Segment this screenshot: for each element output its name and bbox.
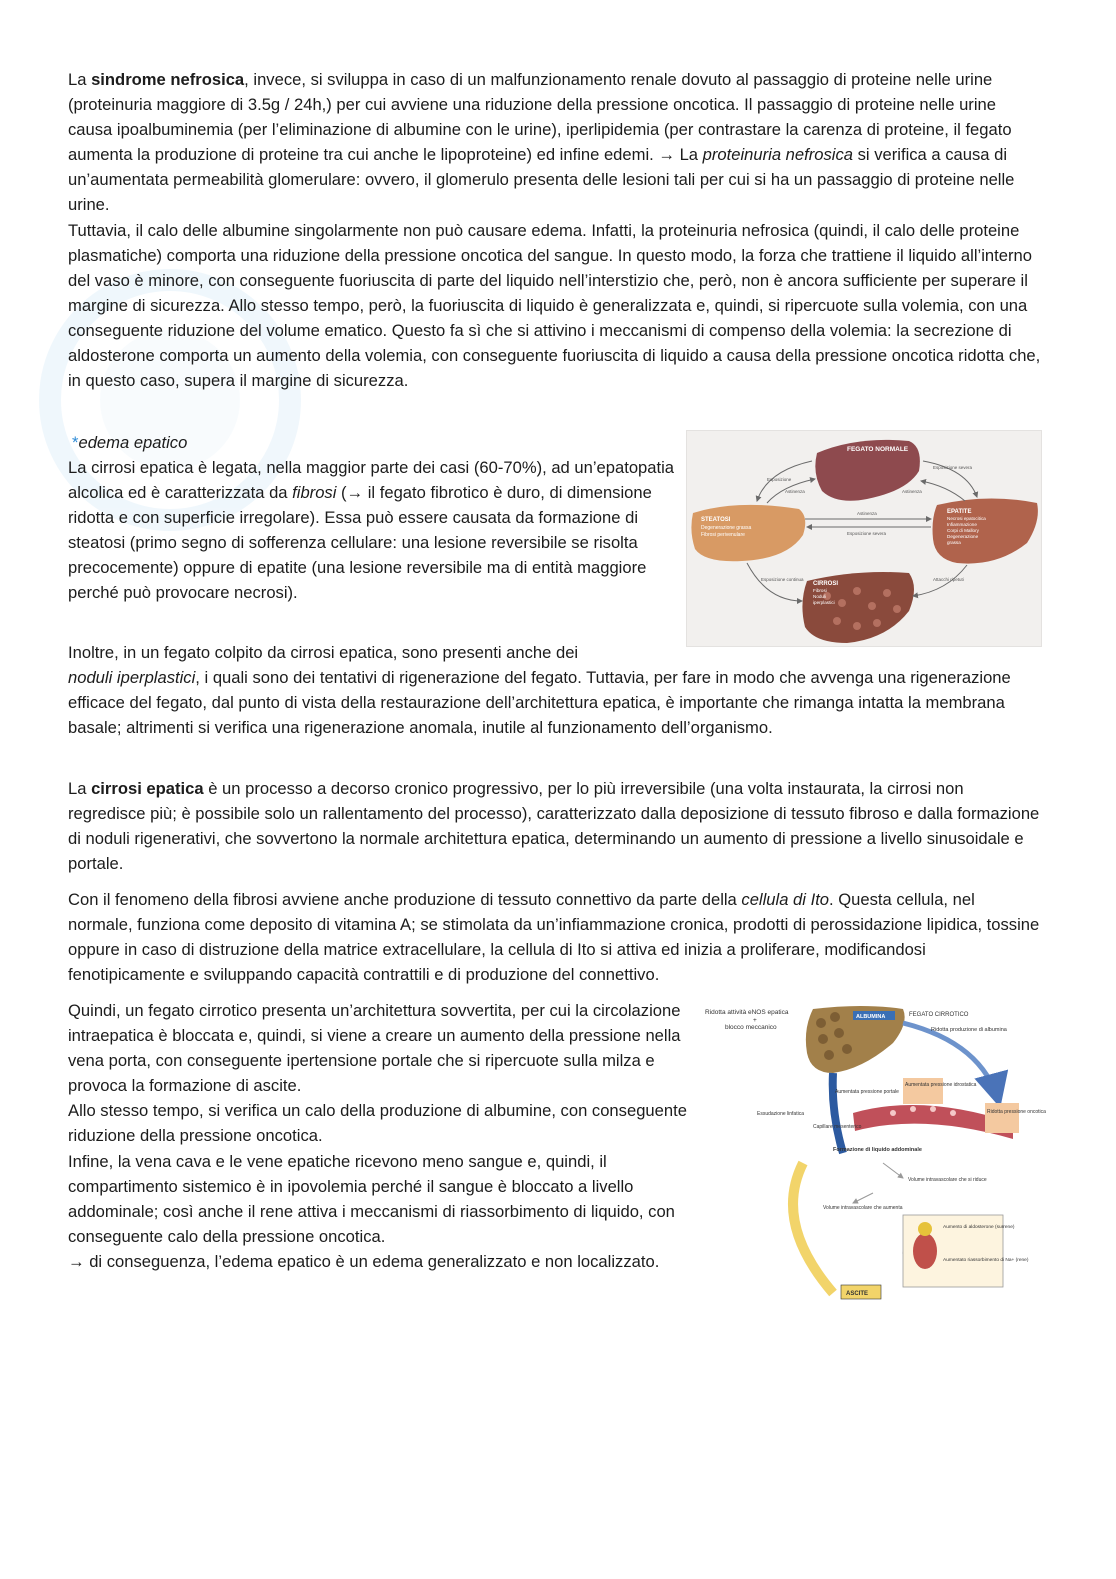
svg-text:Ridotta pressione oncotica: Ridotta pressione oncotica bbox=[987, 1109, 1046, 1115]
svg-text:iperplastici: iperplastici bbox=[813, 600, 835, 605]
svg-text:STEATOSI: STEATOSI bbox=[701, 517, 731, 523]
svg-text:Infiammazione: Infiammazione bbox=[947, 522, 977, 527]
svg-text:ALBUMINA: ALBUMINA bbox=[856, 1014, 886, 1020]
paragraph-fegato-cirrotico: Quindi, un fegato cirrotico presenta un’architettura sovvertita, per cui la circolazione intraepatica è bloccata e, quindi, si viene a creare un aumento della pressione nella vena porta, con conseguente ipertensione portale che si ripercuote sulla milza e provoca la formazione di ascite. Allo stesso tempo, si verifica un calo della produzione di albumine, con conseguente riduzione della pressione oncotica. Infine, la vena cava e le vene epatiche ricevono meno sangue e, quindi, il compartimento sistemico è in ipovolemia perché il sangue è bloccato a livello addominale; così anche il rene attiva i meccanismi di riassorbimento di liquido, con conseguente calo della pressione oncotica. → di conseguenza, l’edema epatico è un edema generalizzato e non localizzato. bbox=[68, 1001, 687, 1271]
svg-text:FEGATO CIRROTICO: FEGATO CIRROTICO bbox=[909, 1012, 969, 1018]
svg-text:Capillare mesenterico: Capillare mesenterico bbox=[813, 1124, 862, 1130]
svg-text:Volume intravascolare che si r: Volume intravascolare che si riduce bbox=[908, 1177, 987, 1183]
paragraph-noduli-iperplastici: Inoltre, in un fegato colpito da cirrosi epatica, sono presenti anche dei noduli iperplastici, i quali sono dei tentativi di rigenerazione del fegato. Tuttavia, per fare in modo che avvenga una rigenerazione efficace del fegato, dal punto di vista della restaurazione dell’architettura epatica, è importante che rimanga intatta la membrana basale; altrimenti si verifica una rigenerazione anomala, inutile al funzionamento dell’organismo. bbox=[68, 643, 1011, 738]
portal-vein bbox=[833, 1073, 843, 1153]
svg-text:Esposizione severa: Esposizione severa bbox=[933, 465, 973, 470]
adrenal-shape bbox=[918, 1222, 932, 1236]
paragraph-sindrome-nefrosica: La sindrome nefrosica, invece, si sviluppa in caso di un malfunzionamento renale dovuto al passaggio di proteine nelle urine (proteinuria maggiore di 3.5g / 24h,) per cui avviene una riduzione della pressione oncotica. Il passaggio di proteine nelle urine causa ipoalbuminemia (per l’eliminazione di albumine con le urine), iperlipidemia (per contrastare la carenza di proteine, il fegato aumenta la produzione di proteine tra cui anche le lipoproteine) ed infine edemi. → La proteinuria nefrosica si verifica a causa di un’aumentata permeabilità glomerulare: ovvero, il glomerulo presenta delle lesioni tali per cui si ha un passaggio di proteine nelle urine. Tuttavia, il calo delle albumine singolarmente non può causare edema. Infatti, la proteinuria nefrosica (quindi, il calo delle proteine plasmatiche) comporta una riduzione della pressione oncotica del sangue. In questo modo, la forza che trattiene il liquido all’interno del vaso è minore, con conseguente fuoriuscita di parte del liquido nell’interstizio che, però, non è ancora sufficiente per superare il margine di sicurezza. Allo stesso tempo, però, la fuoriuscita di liquido è generalizzata e, quindi, si ripercuote sulla volemia, con una conseguente riduzione del volume ematico. Questo fa sì che si attivino i meccanismi di compenso della volemia: la secrezione di aldosterone comporta un aumento della volemia, con conseguente fuoriuscita di liquido a causa della pressione oncotica ridotta che, in questo caso, supera il margine di sicurezza. bbox=[68, 70, 1041, 391]
svg-text:Noduli: Noduli bbox=[813, 594, 827, 599]
svg-text:Aumento di aldosterone (surren: Aumento di aldosterone (surrene) bbox=[943, 1225, 1015, 1230]
svg-text:Ridotta produzione di albumina: Ridotta produzione di albumina bbox=[931, 1027, 1007, 1033]
svg-text:grassa: grassa bbox=[947, 540, 961, 545]
svg-text:Aumentata pressione idrostatic: Aumentata pressione idrostatica bbox=[905, 1082, 977, 1088]
svg-text:EPATITE: EPATITE bbox=[947, 509, 972, 515]
svg-text:Volume intravascolare che aume: Volume intravascolare che aumenta bbox=[823, 1205, 903, 1211]
svg-text:Fibrosi: Fibrosi bbox=[813, 588, 827, 593]
svg-text:Esposizione continua: Esposizione continua bbox=[761, 577, 804, 582]
kidney-shape bbox=[913, 1233, 937, 1269]
svg-text:Degenerazione grassa: Degenerazione grassa bbox=[701, 525, 752, 531]
svg-text:blocco meccanico: blocco meccanico bbox=[725, 1024, 777, 1031]
ascites-mechanism-figure bbox=[703, 1003, 1046, 1308]
svg-text:Astinenza: Astinenza bbox=[902, 489, 922, 494]
svg-text:CIRROSI: CIRROSI bbox=[813, 581, 839, 587]
svg-text:Corpi di Mallory: Corpi di Mallory bbox=[947, 528, 979, 533]
svg-text:+: + bbox=[753, 1017, 757, 1024]
svg-text:Formazione di liquido addomina: Formazione di liquido addominale bbox=[833, 1147, 922, 1153]
ascites-flow-arrow bbox=[793, 1163, 833, 1293]
svg-text:Ridotta attività eNOS epatica: Ridotta attività eNOS epatica bbox=[705, 1009, 789, 1016]
svg-text:Degenerazione: Degenerazione bbox=[947, 534, 979, 539]
svg-text:Fibrosi perivenulare: Fibrosi perivenulare bbox=[701, 532, 745, 538]
label-normale: FEGATO NORMALE bbox=[847, 446, 909, 453]
paragraph-cirrosi-epatica: La cirrosi epatica è un processo a decorso cronico progressivo, per lo più irreversibile (una volta instaurata, la cirrosi non regredisce più; è possibile solo un rallentamento del processo), caratterizzato dalla deposizione di tessuto fibroso e dalla formazione di noduli rigenerativi, che sovvertono la normale architettura epatica, determinando un aumento di pressione a livello sinusoidale e portale. bbox=[68, 779, 1040, 874]
liver-progression-figure bbox=[686, 430, 1042, 647]
svg-text:Necrosi epatocitica: Necrosi epatocitica bbox=[947, 516, 986, 521]
svg-text:Esposizione: Esposizione bbox=[767, 477, 792, 482]
svg-text:Astinenza: Astinenza bbox=[857, 511, 877, 516]
svg-text:Aumentata pressione portale: Aumentata pressione portale bbox=[835, 1089, 899, 1095]
svg-text:Aumentato riassorbimento di Na: Aumentato riassorbimento di Na+ (rene) bbox=[943, 1258, 1029, 1263]
svg-text:ASCITE: ASCITE bbox=[846, 1291, 869, 1297]
svg-text:Astinenza: Astinenza bbox=[785, 489, 805, 494]
section-heading-edema-epatico: *edema epatico bbox=[72, 433, 188, 452]
paragraph-cellula-ito: Con il fenomeno della fibrosi avviene anche produzione di tessuto connettivo da parte della cellula di Ito. Questa cellula, nel normale, funziona come deposito di vitamina A; se stimolata da un’infiammazione cronica, prodotti di perossidazione lipidica, tossine oppure in caso di distruzione della matrice extracellulare, la cellula di Ito si attiva ed inizia a proliferare, modificandosi fenotipicamente e sviluppando capacità contrattili e di produzione del connettivo. bbox=[68, 890, 1040, 985]
paragraph-cirrosi-intro: La cirrosi epatica è legata, nella maggior parte dei casi (60-70%), ad un’epatopatia alcolica ed è caratterizzata da fibrosi (→ il fegato fibrotico è duro, di dimensione ridotta e con superficie irregolare). Essa può essere causata da formazione di steatosi (primo segno di sofferenza cellulare: una lesione reversibile se risolta precocemente) oppure di epatite (una lesione reversibile ma di entità maggiore perché può provocare necrosi). bbox=[68, 458, 675, 603]
oncotica-box bbox=[985, 1103, 1019, 1133]
svg-text:Attacchi ripetuti: Attacchi ripetuti bbox=[933, 577, 964, 582]
svg-text:Essudazione linfatica: Essudazione linfatica bbox=[757, 1111, 804, 1117]
svg-text:Esposizione severa: Esposizione severa bbox=[847, 531, 887, 536]
